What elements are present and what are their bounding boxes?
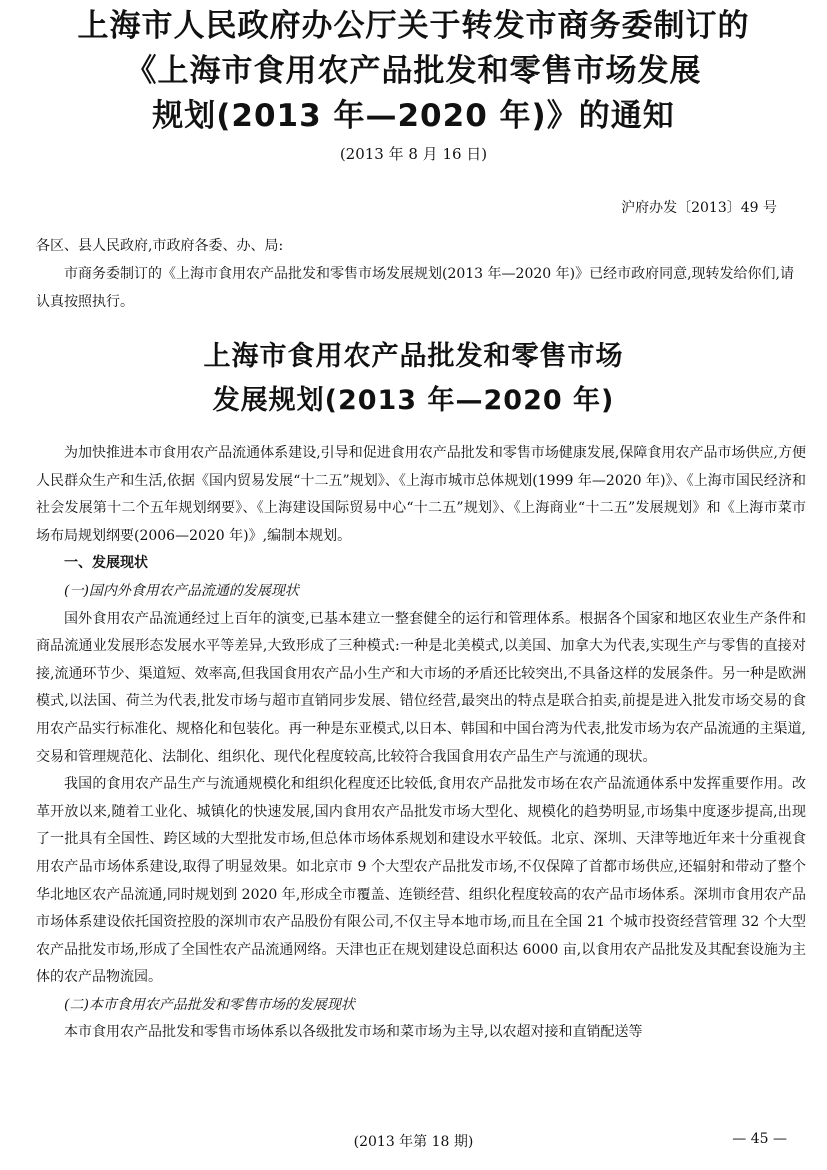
plan-content <box>36 440 806 1047</box>
paragraph: 我国的食用农产品生产与流通规模化和组织化程度还比较低,食用农产品批发市场在农产品流通体系中发挥重要作用。改革开放以来,随着工业化、城镇化的快速发展,国内食用农产品批发市场大型化、规模化的趋势明显,市场集中度逐步提高,出现了一批具有全国性、跨区域的大型批发市场,但总体市场体系规划和建设水平较低。北京、深圳、天津等地近年来十分重视食用农产品市场体系建设,取得了明显效果。如北京市 9 个大型农产品批发市场,不仅保障了首都市场供应,还辐射和带动了整个华北地区农产品流通,同时规划到 2020 年,形成全市覆盖、连锁经营、组织化程度较高的农产品市场体系。深圳市食用农产品市场体系建设依托国资控股的深圳市农产品股份有限公司,不仅主导本地市场,而且在全国 21 个城市投资经营管理 32 个大型农产品批发市场,形成了全国性农产品流通网络。天津也正在规划建设总面积达 6000 亩,以食用农产品批发及其配套设施为主体的农产品物流园。 <box>36 776 806 986</box>
subsection-heading: (一)国内外食用农产品流通的发展现状 <box>64 582 299 599</box>
notice-title-line-2: 《上海市食用农产品批发和零售市场发展 <box>125 53 702 89</box>
plan-title <box>0 335 827 423</box>
notice-title <box>0 4 827 167</box>
plan-intro: 为加快推进本市食用农产品流通体系建设,引导和促进食用农产品批发和零售市场健康发展,保障食用农产品市场供应,方便人民群众生产和生活,依据《国内贸易发展“十二五”规划》、《上海市城市总体规划(1999 年—2020 年)》、《上海市国民经济和社会发展第十二个五年规划纲要》、《上海建设国际贸易中心“十二五”规划》、《上海商业“十二五”发展规划》和《上海市菜市场布局规划纲要(2006—2020 年)》,编制本规划。 <box>36 445 806 544</box>
page-number: — 45 — <box>732 1131 787 1147</box>
section-heading: 一、发展现状 <box>64 555 148 572</box>
notice-body: 市商务委制订的《上海市食用农产品批发和零售市场发展规划(2013 年—2020 年)》已经市政府同意,现转发给你们,请认真按照执行。 <box>36 266 794 310</box>
notice-date: (2013 年 8 月 16 日) <box>339 145 488 163</box>
notice-title-line-1: 上海市人民政府办公厅关于转发市商务委制订的 <box>77 8 750 44</box>
paragraph: 国外食用农产品流通经过上百年的演变,已基本建立一整套健全的运行和管理体系。根据各个国家和地区农业生产条件和商品流通业发展形态发展水平等差异,大致形成了三种模式:一种是北美模式,以美国、加拿大为代表,实现生产与零售的直接对接,流通环节少、渠道短、效率高,但我国食用农产品小生产和大市场的矛盾还比较突出,不具备这样的发展条件。另一种是欧洲模式,以法国、荷兰为代表,批发市场与超市直销同步发展、错位经营,最突出的特点是联合拍卖,前提是进入批发市场交易的食用农产品实行标准化、规格化和包装化。再一种是东亚模式,以日本、韩国和中国台湾为代表,批发市场为农产品流通的主渠道,交易和管理规范化、法制化、组织化、现代化程度较高,比较符合我国食用农产品生产与流通的现状。 <box>36 610 806 765</box>
subsection-heading: (二)本市食用农产品批发和零售市场的发展现状 <box>64 996 355 1013</box>
plan-title-line-2: 发展规划(2013 年—2020 年) <box>212 385 615 416</box>
paragraph: 本市食用农产品批发和零售市场体系以各级批发市场和菜市场为主导,以农超对接和直销配送等 <box>64 1024 643 1041</box>
plan-title-line-1: 上海市食用农产品批发和零售市场 <box>203 341 624 372</box>
salutation: 各区、县人民政府,市政府各委、办、局: <box>36 238 284 254</box>
document-number: 沪府办发〔2013〕49 号 <box>621 200 777 216</box>
issue-label: (2013 年第 18 期) <box>353 1134 474 1150</box>
notice-title-line-3: 规划(2013 年—2020 年)》的通知 <box>152 98 675 134</box>
